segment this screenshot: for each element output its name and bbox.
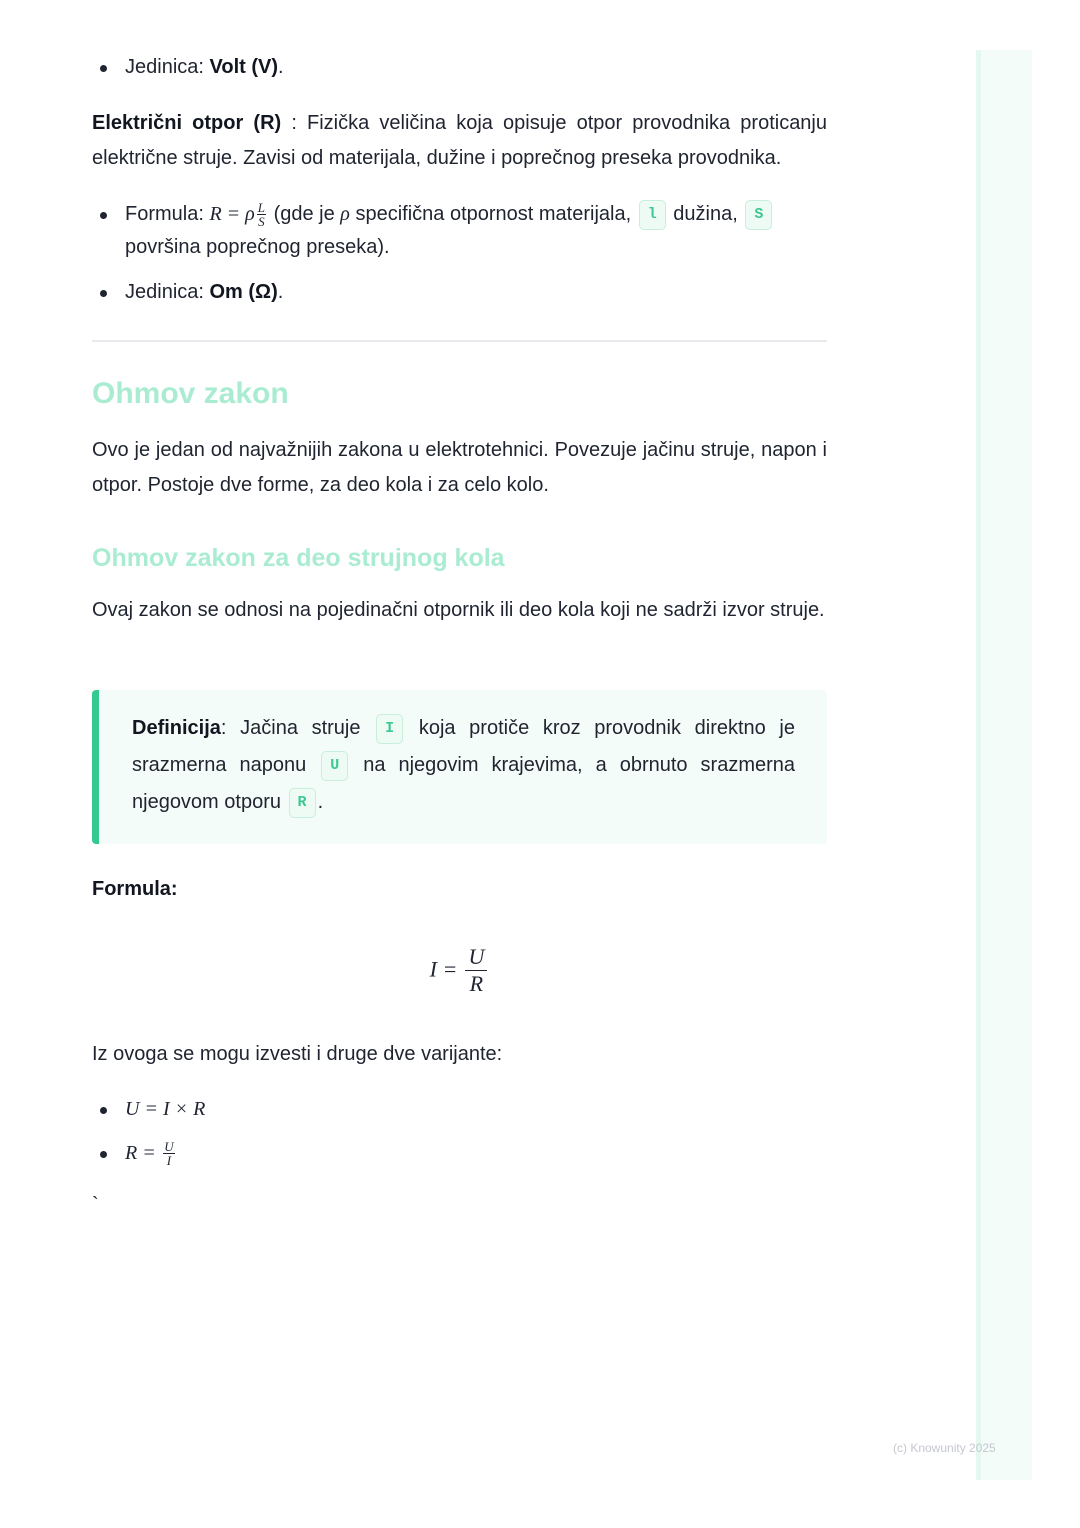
fraction-denominator: S [258,214,265,230]
unit-value: Om (Ω) [209,281,278,303]
formula-text: specifična otpornost materijala, [349,203,637,225]
stray-mark: ` [92,1194,99,1216]
list-item-end: . [277,281,284,303]
subsection-title: Ohmov zakon za deo strujnog kola [92,544,505,572]
side-panel [976,50,1032,1480]
rho-symbol: ρ [340,203,350,225]
unit-value: Volt (V) [209,56,279,78]
definition-part: : Jačina struje [220,717,375,739]
bullet-icon [100,212,107,219]
ohm-formula [92,944,827,997]
formula-text: dužina, [667,203,744,225]
definition-part: na njegovim krajevima, a obrnuto srazmerna njegovom otporu [132,754,796,813]
resistance-description: : Fizička veličina koja opisuje otpor provodnika proticanju električne struje. Zavisi od materijala, dužine i poprečnog preseka provodnika. [92,112,828,169]
fraction-numerator: U [465,944,487,971]
inline-code-l: l [639,200,666,230]
resistance-fraction [257,201,266,228]
list-item [92,198,827,264]
list-item-end: . [278,56,284,78]
list-item [92,276,827,309]
bullet-icon [100,65,107,72]
formula-text: (gde je [268,203,341,225]
bullet-icon [100,1107,107,1114]
inline-code-i: I [376,714,403,744]
fraction-denominator: R [469,971,484,996]
section-intro: Ovo je jedan od najvažnijih zakona u elektrotehnici. Povezuje jačinu struje, napon i otpor. Postoje dve forme, za deo kola i za celo kolo. [92,439,827,496]
definition-callout [92,690,827,844]
bullet-icon [100,1151,107,1158]
list-item [92,51,827,84]
section-title: Ohmov zakon [92,377,289,410]
inline-code-s: S [745,200,772,230]
list-item-label: Jedinica: [125,56,210,78]
fraction-numerator: U [164,1139,174,1155]
bullet-icon [100,290,107,297]
variant-fraction [163,1140,174,1167]
resistance-formula-lhs: R = ρ [209,203,255,225]
formula-label: Formula: [125,203,210,225]
list-item [92,1137,827,1170]
definition-part: koja protiče kroz provodnik direktno je srazmerna naponu [132,717,796,776]
list-item [92,1093,827,1126]
footer-copyright: (c) Knowunity 2025 [893,1441,996,1455]
resistance-paragraph [92,106,827,176]
fraction-numerator: L [257,200,266,216]
inline-code-u: U [321,751,348,781]
list-item-label: Jedinica: [125,281,210,303]
definition-text [132,710,795,821]
formula-fraction [465,944,487,997]
variant-formula-2-lhs: R = [125,1142,156,1164]
fraction-denominator: I [166,1153,172,1169]
horizontal-divider [92,340,827,342]
definition-part: . [317,791,324,813]
resistance-term: Električni otpor (R) [92,112,282,134]
inline-code-r: R [289,788,316,818]
side-accent-bar [976,50,981,1480]
subsection-intro: Ovaj zakon se odnosi na pojedinačni otpornik ili deo kola koji ne sadrži izvor struje. [92,599,825,621]
formula-heading: Formula: [92,878,178,900]
variant-formula-1: U = I × R [125,1098,206,1120]
formula-lhs: I = [429,956,458,982]
definition-term: Definicija [132,717,221,739]
formula-text: površina poprečnog preseka). [125,236,390,258]
variants-intro: Iz ovoga se mogu izvesti i druge dve varijante: [92,1043,503,1065]
